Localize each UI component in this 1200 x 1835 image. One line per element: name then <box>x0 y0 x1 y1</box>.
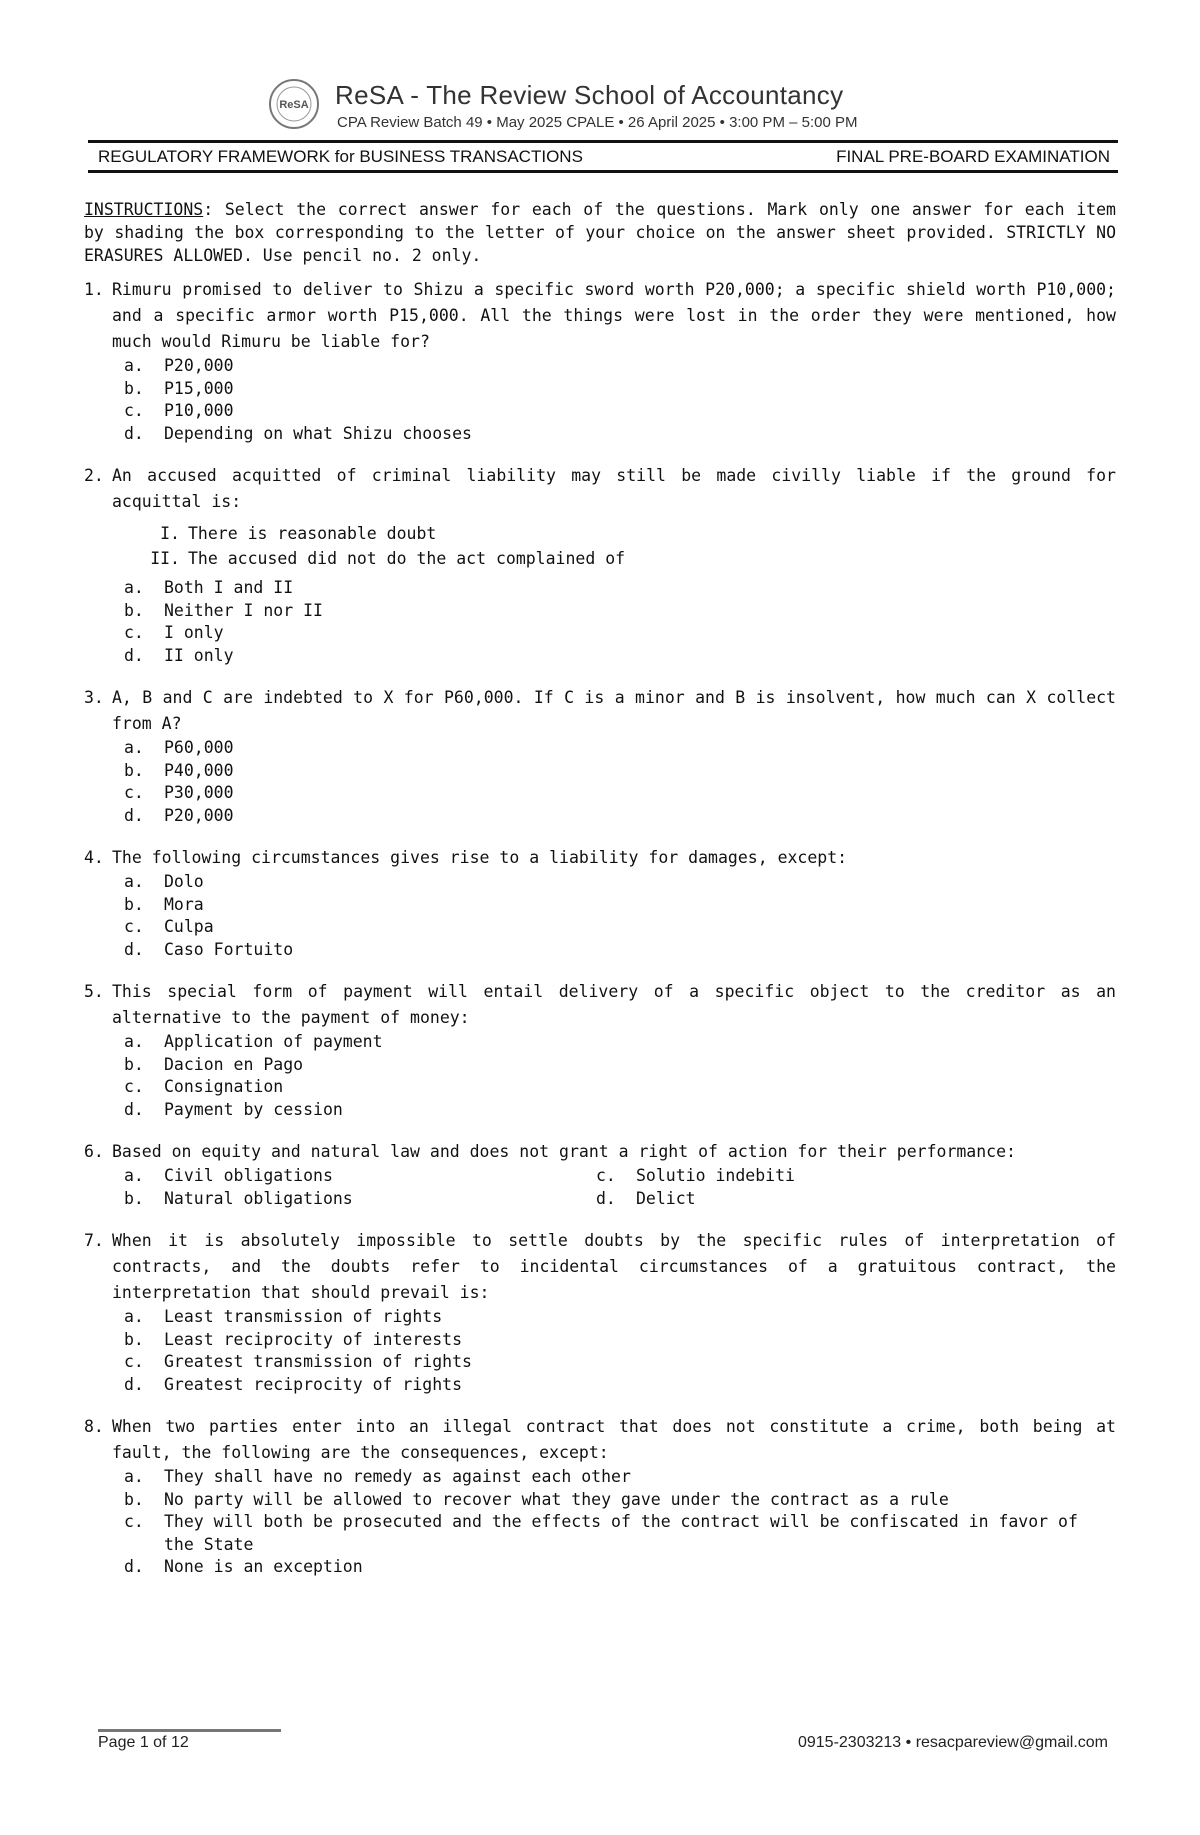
option-text: Dacion en Pago <box>164 1054 304 1074</box>
option-list <box>124 1466 1116 1579</box>
option <box>124 737 1116 760</box>
option-text: They will both be prosecuted and the effects of the contract will be confiscated in favor of the State <box>164 1512 1078 1554</box>
subject-title: REGULATORY FRAMEWORK for BUSINESS TRANSACTIONS <box>98 147 583 166</box>
option <box>124 1329 1116 1352</box>
question-text: Based on equity and natural law and does not grant a right of action for their performance: <box>112 1142 1016 1161</box>
option <box>124 400 1116 423</box>
option-text: P40,000 <box>164 760 234 780</box>
option-list <box>124 1306 1116 1396</box>
exam-title: FINAL PRE-BOARD EXAMINATION <box>836 147 1110 166</box>
question <box>84 1139 1116 1210</box>
statement-numeral: I. <box>160 524 180 543</box>
option-text: Natural obligations <box>164 1188 353 1208</box>
question-text: When two parties enter into an illegal contract that does not constitute a crime, both being at fault, the following are the consequences, except: <box>112 1417 1116 1462</box>
option-letter: c. <box>124 917 144 936</box>
option-letter: d. <box>124 1557 144 1576</box>
option <box>124 916 1116 939</box>
option <box>124 1099 1116 1122</box>
question-number: 8. <box>84 1417 104 1436</box>
option-letter: d. <box>124 645 144 665</box>
question-number: 7. <box>84 1231 104 1250</box>
statement-numeral: II. <box>150 549 180 568</box>
option-letter: a. <box>124 578 144 597</box>
footer-divider <box>98 1729 281 1732</box>
question-number: 5. <box>84 982 104 1001</box>
question-text: The following circumstances gives rise to a liability for damages, except: <box>112 848 848 867</box>
option <box>124 355 1116 378</box>
option-text: Caso Fortuito <box>164 939 294 959</box>
option <box>124 871 1116 894</box>
option-letter: d. <box>124 1099 144 1119</box>
statement <box>140 546 1116 571</box>
option <box>124 1351 1116 1374</box>
option-letter: d. <box>124 1374 144 1394</box>
option-list <box>124 355 1116 445</box>
option-letter: b. <box>124 760 144 780</box>
question-text: This special form of payment will entail delivery of a specific object to the creditor as an alternative to the payment of money: <box>112 982 1116 1027</box>
instructions <box>84 198 1116 267</box>
option <box>596 1165 1116 1188</box>
option-text: None is an exception <box>164 1557 363 1576</box>
option-text: Payment by cession <box>164 1099 343 1119</box>
option <box>124 894 1116 917</box>
question-number: 3. <box>84 688 104 707</box>
option-letter: b. <box>124 1054 144 1074</box>
option-list <box>124 577 1116 667</box>
option <box>124 1165 596 1188</box>
option-letter: a. <box>124 1032 144 1051</box>
contact-info: 0915-2303213 • resacpareview@gmail.com <box>797 1734 1108 1751</box>
option-text: They shall have no remedy as against each other <box>164 1467 631 1486</box>
option <box>124 1466 1116 1489</box>
option-text: I only <box>164 623 224 642</box>
option-letter: d. <box>124 805 144 825</box>
option <box>124 805 1116 828</box>
question <box>84 685 1116 827</box>
option-letter: c. <box>124 623 144 642</box>
option <box>124 622 1116 645</box>
option-letter: c. <box>124 401 144 420</box>
statement-text: The accused did not do the act complained of <box>188 549 626 568</box>
option-text: P30,000 <box>164 783 234 802</box>
option-text: Greatest reciprocity of rights <box>164 1374 463 1394</box>
option <box>124 760 1116 783</box>
option-letter: c. <box>124 1077 144 1096</box>
option-letter: c. <box>596 1166 616 1185</box>
option-list <box>124 1031 1116 1121</box>
question-text: A, B and C are indebted to X for P60,000. If C is a minor and B is insolvent, how much can X collect from A? <box>112 688 1116 733</box>
option-letter: c. <box>124 783 144 802</box>
question-text: An accused acquitted of criminal liability may still be made civilly liable if the ground for acquittal is: <box>112 466 1116 511</box>
option-letter: d. <box>596 1188 616 1208</box>
option-letter: a. <box>124 1307 144 1326</box>
option-letter: b. <box>124 378 144 398</box>
option <box>596 1188 1116 1211</box>
question <box>84 979 1116 1121</box>
option-letter: b. <box>124 894 144 914</box>
question-number: 6. <box>84 1142 104 1161</box>
option-text: P20,000 <box>164 805 234 825</box>
instructions-label: INSTRUCTIONS <box>84 200 204 219</box>
question <box>84 277 1116 445</box>
question-text: When it is absolutely impossible to settle doubts by the specific rules of interpretation of contracts, and the doubts refer to incidental circumstances of a gratuitous contract, the interpretation that should prevail is: <box>112 1231 1116 1302</box>
option-text: Culpa <box>164 917 214 936</box>
question <box>84 1228 1116 1396</box>
statement-list <box>140 521 1116 571</box>
option-letter: a. <box>124 738 144 757</box>
option-letter: a. <box>124 872 144 891</box>
option <box>124 1306 1116 1329</box>
exam-content <box>84 198 1116 1597</box>
page-number: Page 1 of 12 <box>98 1734 189 1751</box>
option-text: Civil obligations <box>164 1166 333 1185</box>
option-text: Consignation <box>164 1077 284 1096</box>
option-letter: a. <box>124 1166 144 1185</box>
option-text: Mora <box>164 894 204 914</box>
option-text: Application of payment <box>164 1032 383 1051</box>
question-text: Rimuru promised to deliver to Shizu a specific sword worth P20,000; a specific shield worth P10,000; and a specific armor worth P15,000. All the things were lost in the order they were mentioned, how much would Rimuru be liable for? <box>112 280 1116 351</box>
option-text: Depending on what Shizu chooses <box>164 423 472 443</box>
option <box>124 1489 1116 1512</box>
option <box>124 1076 1116 1099</box>
option <box>124 645 1116 668</box>
option <box>124 1188 596 1211</box>
option <box>124 1374 1116 1397</box>
question <box>84 845 1116 961</box>
option <box>124 423 1116 446</box>
question-number: 1. <box>84 280 104 299</box>
option-text: Neither I nor II <box>164 600 323 620</box>
option-letter: b. <box>124 1188 144 1208</box>
option <box>124 1511 1116 1556</box>
option-text: Delict <box>636 1188 696 1208</box>
option <box>124 1031 1116 1054</box>
option-list <box>124 737 1116 827</box>
option-letter: b. <box>124 1329 144 1349</box>
option-text: P20,000 <box>164 356 234 375</box>
page-header <box>0 78 1200 133</box>
option-text: P15,000 <box>164 378 234 398</box>
option-letter: d. <box>124 423 144 443</box>
question-number: 4. <box>84 848 104 867</box>
resa-logo-icon <box>268 78 320 130</box>
option-text: Least reciprocity of interests <box>164 1329 463 1349</box>
option-text: II only <box>164 645 234 665</box>
option-text: P10,000 <box>164 401 234 420</box>
option-text: Both I and II <box>164 578 294 597</box>
option <box>124 378 1116 401</box>
option-text: P60,000 <box>164 738 234 757</box>
question <box>84 1414 1116 1579</box>
option-text: Solutio indebiti <box>636 1166 795 1185</box>
statement-text: There is reasonable doubt <box>188 524 437 543</box>
option-letter: c. <box>124 1352 144 1371</box>
option <box>124 939 1116 962</box>
option-letter: d. <box>124 939 144 959</box>
option-letter: a. <box>124 1467 144 1486</box>
option <box>124 1556 1116 1579</box>
top-divider <box>88 140 1118 143</box>
option <box>124 1054 1116 1077</box>
option-text: Dolo <box>164 872 204 891</box>
option-text: No party will be allowed to recover what they gave under the contract as a rule <box>164 1489 949 1509</box>
statement <box>140 521 1116 546</box>
option <box>124 600 1116 623</box>
option-text: Greatest transmission of rights <box>164 1352 472 1371</box>
logo-text: ReSA <box>279 99 309 111</box>
school-name: ReSA - The Review School of Accountancy <box>335 80 844 110</box>
option-list <box>124 871 1116 961</box>
option-list <box>124 1165 1116 1210</box>
option <box>124 577 1116 600</box>
instructions-text: : Select the correct answer for each of the questions. Mark only one answer for each item by shading the box corresponding to the letter of your choice on the answer sheet provided. STRICTLY NO ERASURES ALLOWED. Use pencil no. 2 only. <box>84 200 1116 265</box>
option-letter: c. <box>124 1512 144 1531</box>
exam-details: CPA Review Batch 49 • May 2025 CPALE • 26 April 2025 • 3:00 PM – 5:00 PM <box>337 114 858 131</box>
subject-divider <box>88 170 1118 173</box>
question-number: 2. <box>84 466 104 485</box>
option-letter: b. <box>124 1489 144 1509</box>
question <box>84 463 1116 667</box>
option-letter: a. <box>124 356 144 375</box>
option <box>124 782 1116 805</box>
option-letter: b. <box>124 600 144 620</box>
option-text: Least transmission of rights <box>164 1307 443 1326</box>
